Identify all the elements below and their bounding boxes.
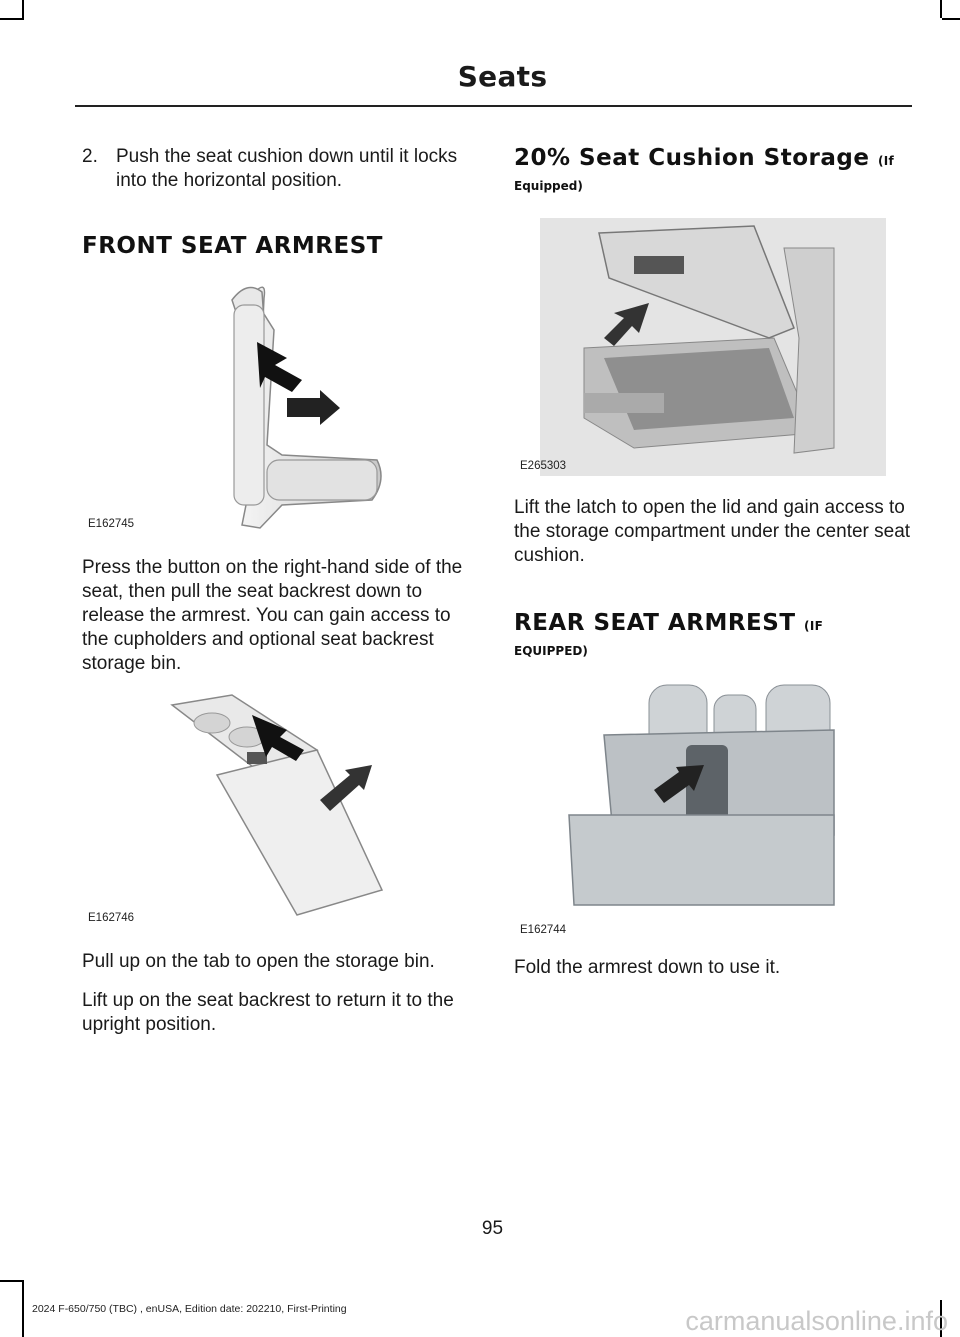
paragraph: Lift up on the seat backrest to return it to the upright position. bbox=[82, 990, 454, 1035]
section-title-front-armrest: FRONT SEAT ARMREST bbox=[82, 233, 383, 259]
figure-rear-seat bbox=[514, 675, 910, 940]
figure-code: E162746 bbox=[88, 912, 135, 924]
right-column-2 bbox=[514, 496, 912, 658]
paragraph: Pull up on the tab to open the storage bin. bbox=[82, 951, 435, 972]
left-column-3 bbox=[82, 950, 478, 1037]
footer-text: 2024 F-650/750 (TBC) , enUSA, Edition date: 202210, First-Printing bbox=[32, 1303, 347, 1315]
crop-mark bbox=[940, 0, 942, 18]
page-number: 95 bbox=[481, 1218, 504, 1239]
paragraph: Fold the armrest down to use it. bbox=[514, 957, 781, 978]
right-column bbox=[514, 145, 912, 193]
figure-code: E162744 bbox=[520, 924, 567, 936]
figure-cushion-storage bbox=[514, 218, 886, 476]
section-note: EQUIPPED) bbox=[514, 644, 588, 658]
left-column-2 bbox=[82, 556, 478, 676]
header-divider bbox=[75, 105, 912, 107]
step-text: Push the seat cushion down until it locks into the horizontal position. bbox=[116, 146, 458, 191]
paragraph: Lift the latch to open the lid and gain access to the storage compartment under the center seat cushion. bbox=[514, 497, 911, 566]
crop-mark bbox=[0, 1280, 24, 1282]
step-number: 2. bbox=[82, 146, 98, 167]
crop-mark bbox=[22, 1280, 24, 1337]
section-title-cushion-storage: 20% Seat Cushion Storage (If bbox=[514, 145, 895, 171]
crop-mark bbox=[942, 18, 960, 20]
figure-armrest-storage bbox=[82, 675, 478, 930]
section-note: Equipped) bbox=[514, 179, 583, 193]
section-title-rear-armrest: REAR SEAT ARMREST (IF bbox=[514, 610, 824, 636]
paragraph: Press the button on the right-hand side of the seat, then pull the seat backrest down to release the armrest. You can gain access to the cupholders and optional seat backrest storage bin. bbox=[82, 557, 463, 674]
figure-code: E162745 bbox=[88, 518, 135, 530]
figure-front-seat bbox=[82, 270, 478, 540]
right-column-3 bbox=[514, 956, 912, 980]
watermark: carmanualsonline.info bbox=[685, 1306, 948, 1336]
step-2 bbox=[82, 145, 478, 193]
crop-mark bbox=[22, 0, 24, 18]
crop-mark bbox=[0, 18, 24, 20]
page-title: Seats bbox=[457, 60, 548, 93]
figure-code: E265303 bbox=[520, 460, 567, 472]
left-column bbox=[82, 145, 478, 259]
